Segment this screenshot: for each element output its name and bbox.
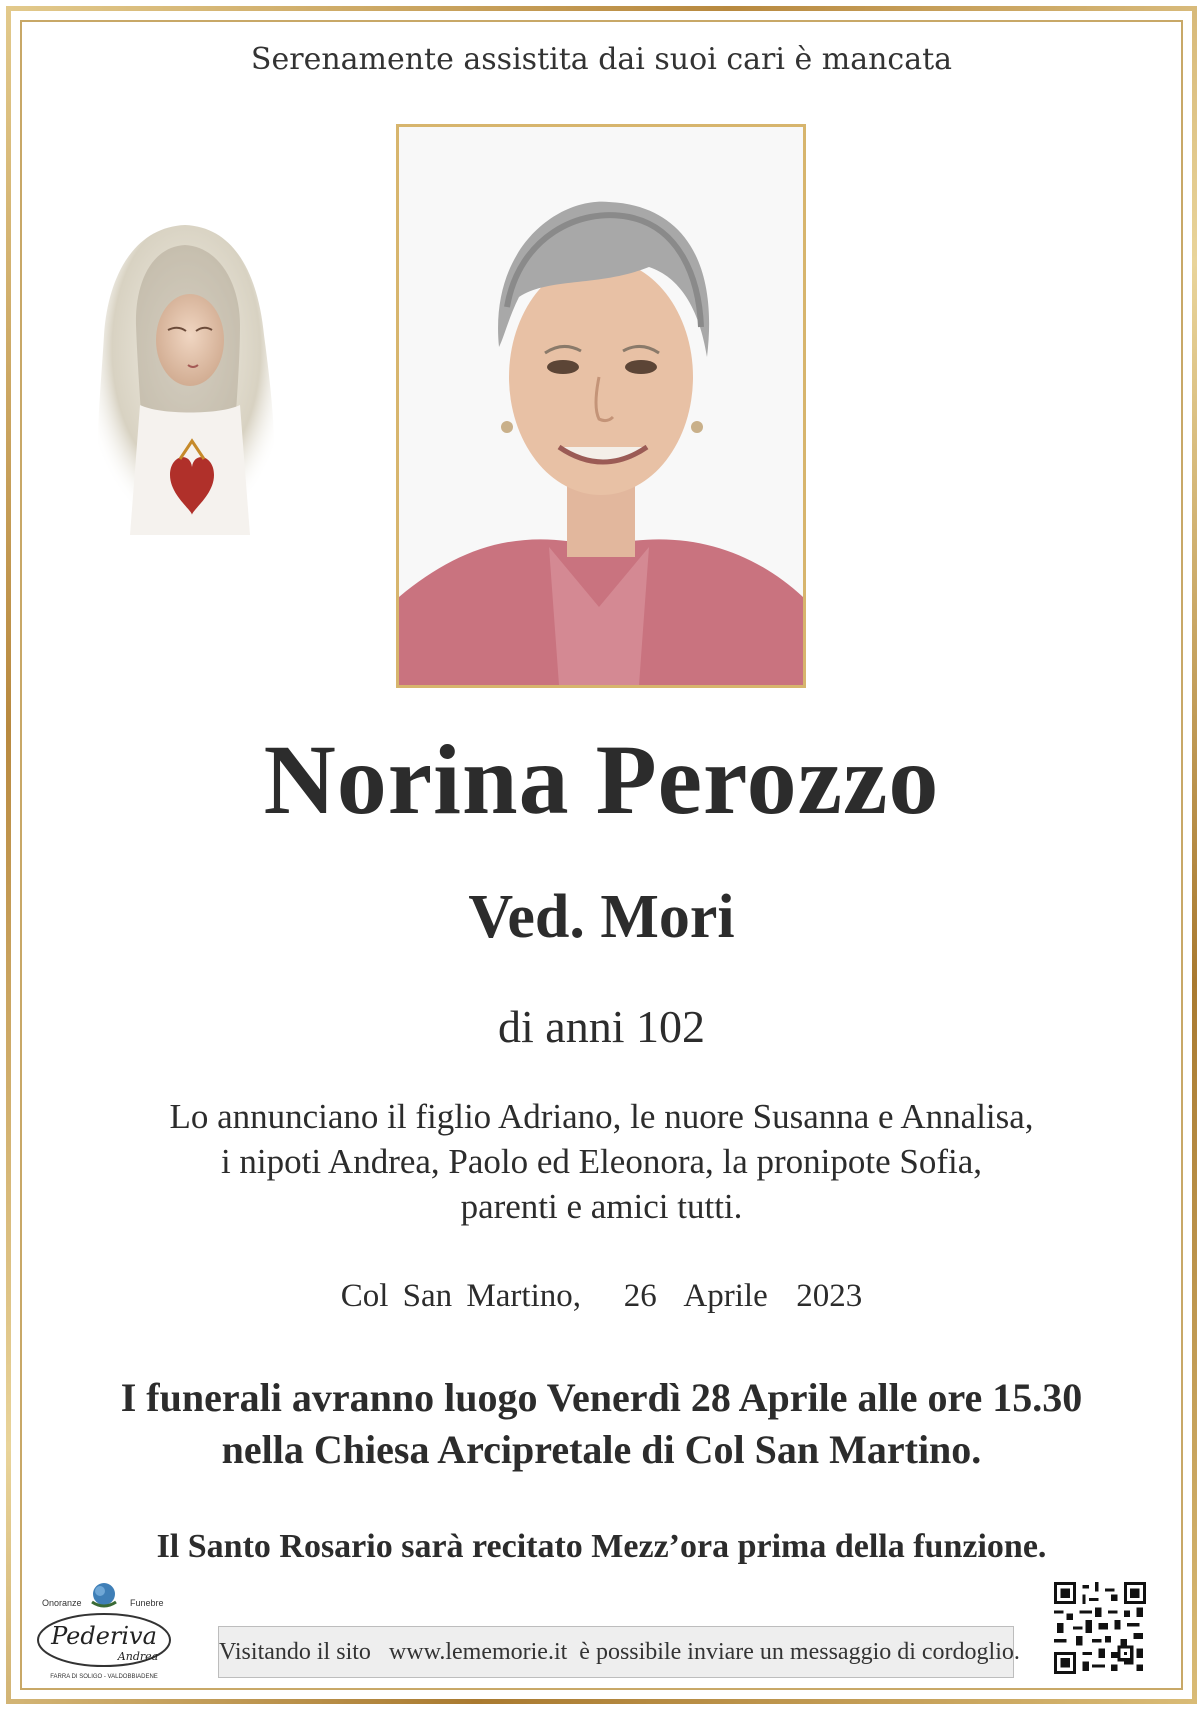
deceased-name: Norina Perozzo bbox=[263, 724, 940, 835]
funeral-info bbox=[0, 1372, 1203, 1476]
qr-code[interactable] bbox=[1054, 1582, 1146, 1674]
rosary-text: Il Santo Rosario sarà recitato Mezz’ora prima della funzione. bbox=[156, 1528, 1047, 1565]
announcement bbox=[0, 1094, 1203, 1229]
place-date: Col San Martino, 26 Aprile 2023 bbox=[340, 1278, 863, 1314]
funeral-line: nella Chiesa Arcipretale di Col San Martino. bbox=[221, 1427, 982, 1472]
madonna-image bbox=[80, 215, 290, 545]
svg-text:Onoranze: Onoranze bbox=[42, 1598, 82, 1608]
svg-text:Funebre: Funebre bbox=[130, 1598, 164, 1608]
funeral-line: I funerali avranno luogo Venerdì 28 Aprile alle ore 15.30 bbox=[120, 1375, 1083, 1420]
condolence-message-box: Visitando il sito www.lememorie.it è possibile inviare un messaggio di cordoglio. bbox=[218, 1626, 1014, 1678]
rose-icon bbox=[92, 1583, 116, 1606]
married-name: Ved. Mori bbox=[468, 883, 735, 951]
age-text: di anni 102 bbox=[498, 1001, 705, 1052]
portrait-frame bbox=[396, 124, 806, 688]
intro-text: Serenamente assistita dai suoi cari è mancata bbox=[250, 42, 953, 77]
announcement-line: Lo annunciano il figlio Adriano, le nuore Susanna e Annalisa, bbox=[169, 1097, 1034, 1136]
funeral-home-logo bbox=[32, 1578, 177, 1683]
announcement-line: i nipoti Andrea, Paolo ed Eleonora, la pronipote Sofia, bbox=[220, 1142, 983, 1181]
svg-text:Pederiva: Pederiva bbox=[51, 1622, 157, 1650]
svg-text:FARRA DI SOLIGO - VALDOBBIADEN: FARRA DI SOLIGO - VALDOBBIADENE bbox=[50, 1674, 158, 1680]
announcement-line: parenti e amici tutti. bbox=[460, 1187, 743, 1226]
svg-text:Andrea: Andrea bbox=[117, 1650, 159, 1663]
deceased-portrait bbox=[399, 127, 803, 685]
